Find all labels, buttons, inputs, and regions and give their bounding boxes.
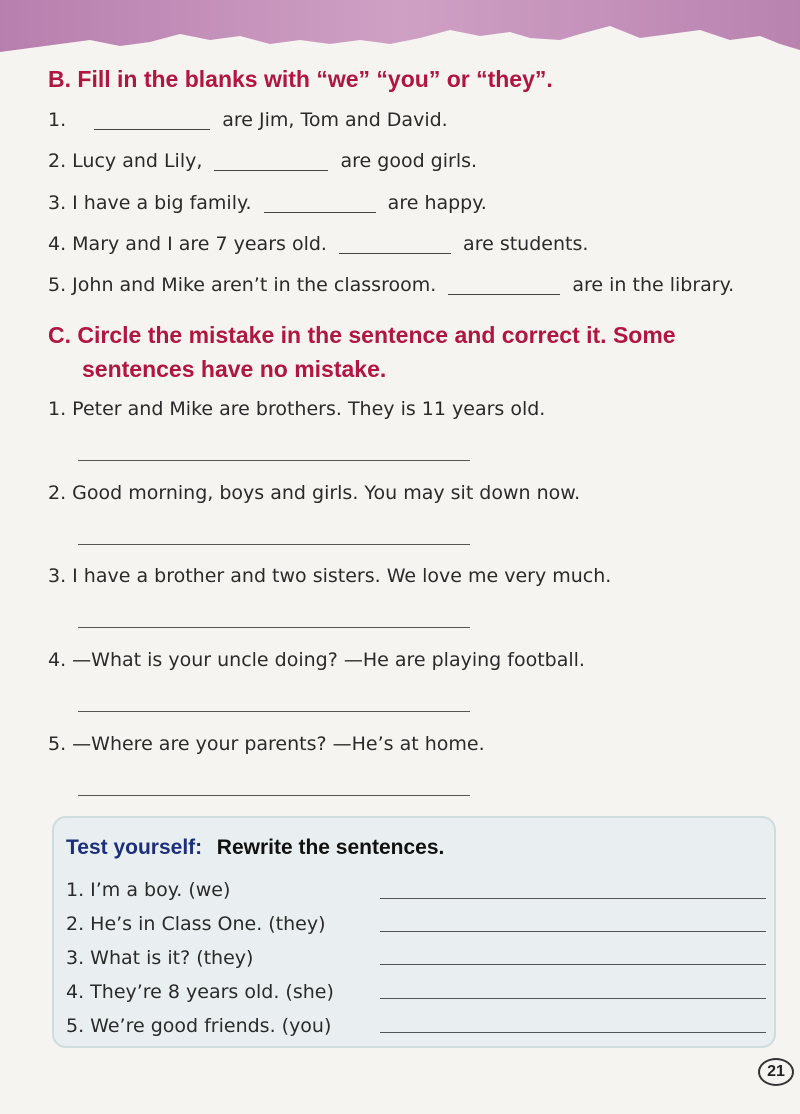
section-b-item-1	[48, 108, 448, 132]
fill-blank[interactable]	[339, 235, 451, 254]
top-decorative-band	[0, 0, 800, 70]
answer-line-1[interactable]	[78, 460, 470, 461]
test-answer-line-3[interactable]	[380, 964, 766, 965]
answer-line-4[interactable]	[78, 711, 470, 712]
fill-blank[interactable]	[448, 276, 560, 295]
section-c-item-2: 2. Good morning, boys and girls. You may sit down now.	[48, 482, 581, 504]
section-c-item-4: 4. —What is your uncle doing? —He are playing football.	[48, 649, 585, 671]
section-b-title: B. Fill in the blanks with “we” “you” or “they”.	[48, 66, 553, 92]
item-text: are good girls.	[340, 150, 478, 172]
test-answer-line-2[interactable]	[380, 931, 766, 932]
answer-line-5[interactable]	[78, 795, 470, 796]
fill-blank[interactable]	[94, 111, 210, 130]
answer-line-2[interactable]	[78, 544, 470, 545]
item-text: 3. I have a big family.	[48, 192, 252, 214]
test-label: Test yourself:	[66, 836, 203, 859]
test-instruction: Rewrite the sentences.	[216, 836, 445, 859]
section-c-item-3: 3. I have a brother and two sisters. We love me very much.	[48, 565, 612, 587]
section-c-item-1: 1. Peter and Mike are brothers. They is 11 years old.	[48, 398, 546, 420]
item-text: 5. John and Mike aren’t in the classroom.	[48, 274, 437, 296]
test-answer-line-4[interactable]	[380, 998, 766, 999]
test-heading	[66, 836, 444, 860]
test-item-4: 4. They’re 8 years old. (she)	[66, 981, 334, 1003]
test-yourself-box	[52, 816, 776, 1048]
test-answer-line-1[interactable]	[380, 898, 766, 899]
answer-line-3[interactable]	[78, 627, 470, 628]
section-b-item-5	[48, 273, 734, 297]
section-b-item-3	[48, 191, 487, 215]
section-b-item-4	[48, 232, 588, 256]
page-number: 21	[758, 1058, 794, 1086]
item-text: 2. Lucy and Lily,	[48, 150, 203, 172]
item-text: 4. Mary and I are 7 years old.	[48, 233, 327, 255]
section-c-title-line1: C. Circle the mistake in the sentence and correct it. Some	[48, 322, 676, 348]
fill-blank[interactable]	[264, 194, 376, 213]
item-text: are students.	[463, 233, 589, 255]
test-item-1: 1. I’m a boy. (we)	[66, 879, 231, 901]
section-c-title	[48, 318, 676, 386]
item-text: 1.	[48, 109, 67, 131]
test-item-2: 2. He’s in Class One. (they)	[66, 913, 326, 935]
test-answer-line-5[interactable]	[380, 1032, 766, 1033]
section-c-title-line2: sentences have no mistake.	[82, 356, 387, 382]
item-text: are in the library.	[572, 274, 735, 296]
section-c-item-5: 5. —Where are your parents? —He’s at home.	[48, 733, 485, 755]
section-b-item-2	[48, 149, 477, 173]
item-text: are Jim, Tom and David.	[222, 109, 448, 131]
test-item-5: 5. We’re good friends. (you)	[66, 1015, 332, 1037]
test-item-3: 3. What is it? (they)	[66, 947, 254, 969]
item-text: are happy.	[387, 192, 487, 214]
fill-blank[interactable]	[214, 152, 328, 171]
